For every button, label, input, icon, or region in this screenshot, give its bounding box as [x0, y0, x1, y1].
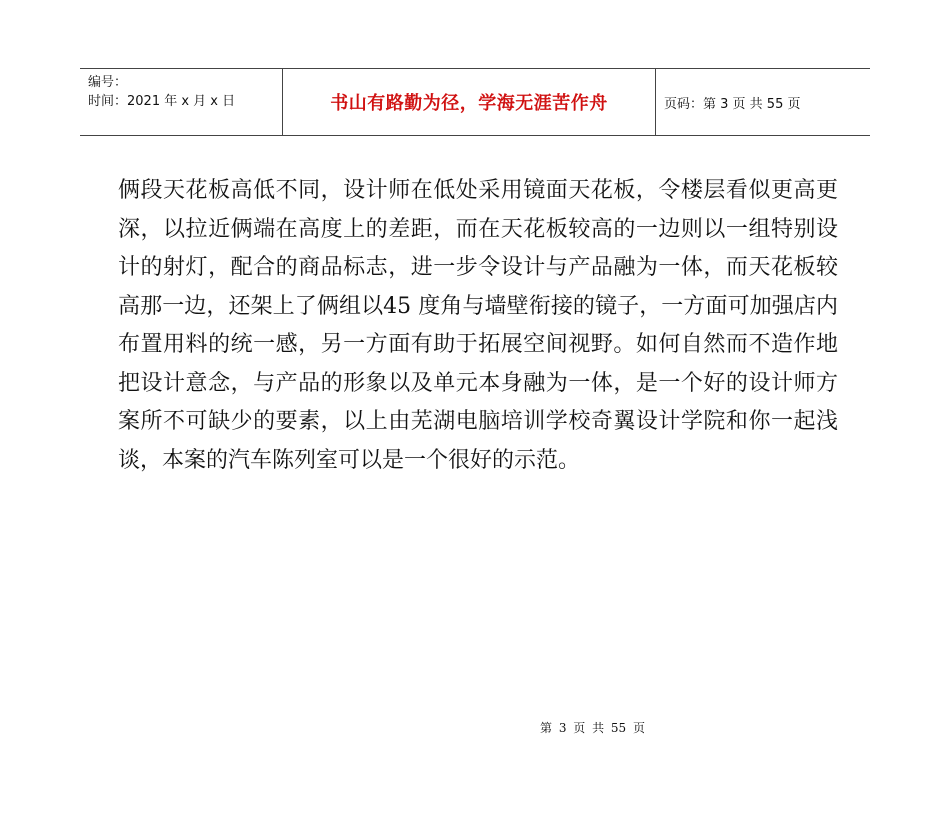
header-meta: [80, 69, 282, 135]
header-page-info: 页码：第 3 页 共 55 页: [664, 96, 801, 112]
body-paragraph: 俩段天花板高低不同，设计师在低处采用镜面天花板，令楼层看似更高更深，以拉近俩端在高度上的差距，而在天花板较高的一边则以一组特别设计的射灯，配合的商品标志，进一步令设计与产品融为一体，而天花板较高那一边，还架上了俩组以45 度角与墙壁衔接的镜子，一方面可加强店内布置用料的统一感，另一方面有助于拓展空间视野。如何自然而不造作地把设计意念，与产品的形象以及单元本身融为一体，是一个好的设计师方案所不可缺少的要素，以上由芜湖电脑培训学校奇翼设计学院和你一起浅谈，本案的汽车陈列室可以是一个很好的示范。: [118, 178, 838, 473]
header-motto: 书山有路勤为径，学海无涯苦作舟: [282, 69, 656, 135]
page-header: [80, 68, 870, 136]
footer-page-number: 第 3 页 共 55 页: [540, 721, 645, 735]
document-code-label: 编号：: [88, 75, 128, 90]
document-date: 时间：2021 年 x 月 x 日: [88, 94, 236, 109]
